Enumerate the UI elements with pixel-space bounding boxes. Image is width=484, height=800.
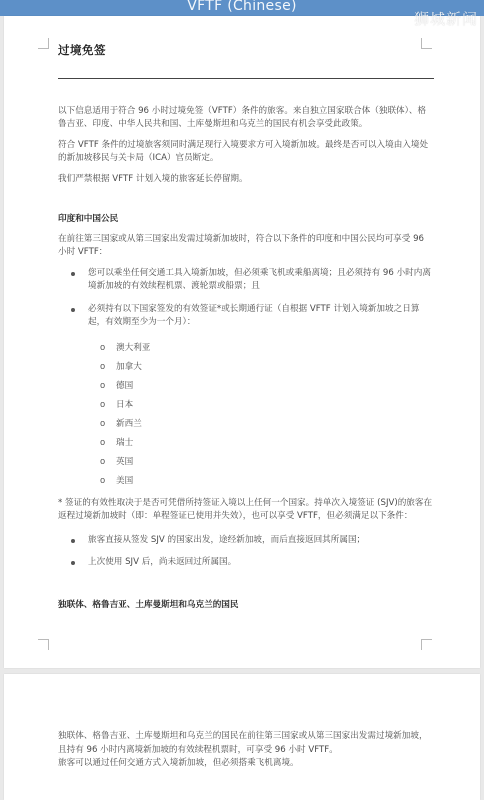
section-title-cis: 独联体、格鲁吉亚、土库曼斯坦和乌克兰的国民 bbox=[58, 599, 239, 610]
condition-list bbox=[58, 267, 434, 330]
country-item: o 日本 bbox=[58, 396, 434, 415]
page-2-paragraph: 旅客可以通过任何交通方式入境新加坡，但必须搭乘飞机离境。 bbox=[58, 758, 299, 768]
intro-paragraph: 以下信息适用于符合 96 小时过境免签（VFTF）条件的旅客。来自独立国家联合体（独联体）、格鲁吉亚、印度、中华人民共和国、土库曼斯坦和乌克兰的国民有机会享受此政策。 bbox=[58, 105, 427, 129]
intro-paragraph: 我们严禁根据 VFTF 计划入境的旅客延长停留期。 bbox=[58, 173, 248, 184]
section-lead: 在前往第三国家或从第三国家出发需过境新加坡时，符合以下条件的印度和中国公民均可享受 96 小时 VFTF： bbox=[58, 233, 425, 257]
sjv-condition-list bbox=[58, 534, 434, 570]
intro-paragraph: 符合 VFTF 条件的过境旅客须同时满足现行入境要求方可入境新加坡。最终是否可以入境由入境处的新加坡移民与关卡局（ICA）官员断定。 bbox=[58, 139, 429, 163]
crop-mark bbox=[38, 639, 49, 650]
country-item: o 德国 bbox=[58, 377, 434, 396]
page-1-content bbox=[58, 44, 434, 612]
crop-mark bbox=[38, 38, 49, 49]
list-item: 您可以乘坐任何交通工具入境新加坡，但必须乘飞机或乘船离境；且必须持有 96 小时内离境新加坡的有效续程机票、渡轮票或船票；且 bbox=[58, 267, 434, 294]
country-item: o 新西兰 bbox=[58, 415, 434, 434]
country-item: o 加拿大 bbox=[58, 358, 434, 377]
country-item: o 瑞士 bbox=[58, 434, 434, 453]
country-list bbox=[58, 339, 434, 491]
list-item: 上次使用 SJV 后，尚未返回过所属国。 bbox=[58, 556, 434, 570]
country-item: o 澳大利亚 bbox=[58, 339, 434, 358]
crop-mark bbox=[421, 639, 432, 650]
list-item: 必须持有以下国家签发的有效签证*或长期通行证（自根据 VFTF 计划入境新加坡之日算起，有效期至少为一个月）： bbox=[58, 303, 434, 330]
country-item: o 美国 bbox=[58, 472, 434, 491]
document-page-2 bbox=[4, 674, 480, 800]
title-bar bbox=[0, 0, 484, 16]
page-2-content bbox=[58, 730, 434, 771]
source-watermark: 狮城新闻 bbox=[413, 10, 478, 28]
page-heading: 过境免签 bbox=[58, 43, 106, 57]
list-item: 旅客直接从签发 SJV 的国家出发，途经新加坡，而后直接返回其所属国； bbox=[58, 534, 434, 548]
document-page-1 bbox=[4, 16, 480, 668]
section-title-india-china: 印度和中国公民 bbox=[58, 214, 119, 224]
document-title: VFTF (Chinese) bbox=[187, 0, 297, 14]
visa-note: * 签证的有效性取决于是否可凭借所持签证入境以上任何一个国家。持单次入境签证 (SJV)的旅客在返程过境新加坡时（即：单程签证已使用并失效），也可以享受 VFTF，但必须满足以下条件： bbox=[58, 497, 433, 521]
page-2-paragraph: 独联体、格鲁吉亚、土库曼斯坦和乌克兰的国民在前往第三国家或从第三国家出发需过境新加坡，且持有 96 小时内离境新加坡的有效续程机票时，可享受 96 小时 VFTF。 bbox=[58, 731, 428, 755]
country-item: o 英国 bbox=[58, 453, 434, 472]
